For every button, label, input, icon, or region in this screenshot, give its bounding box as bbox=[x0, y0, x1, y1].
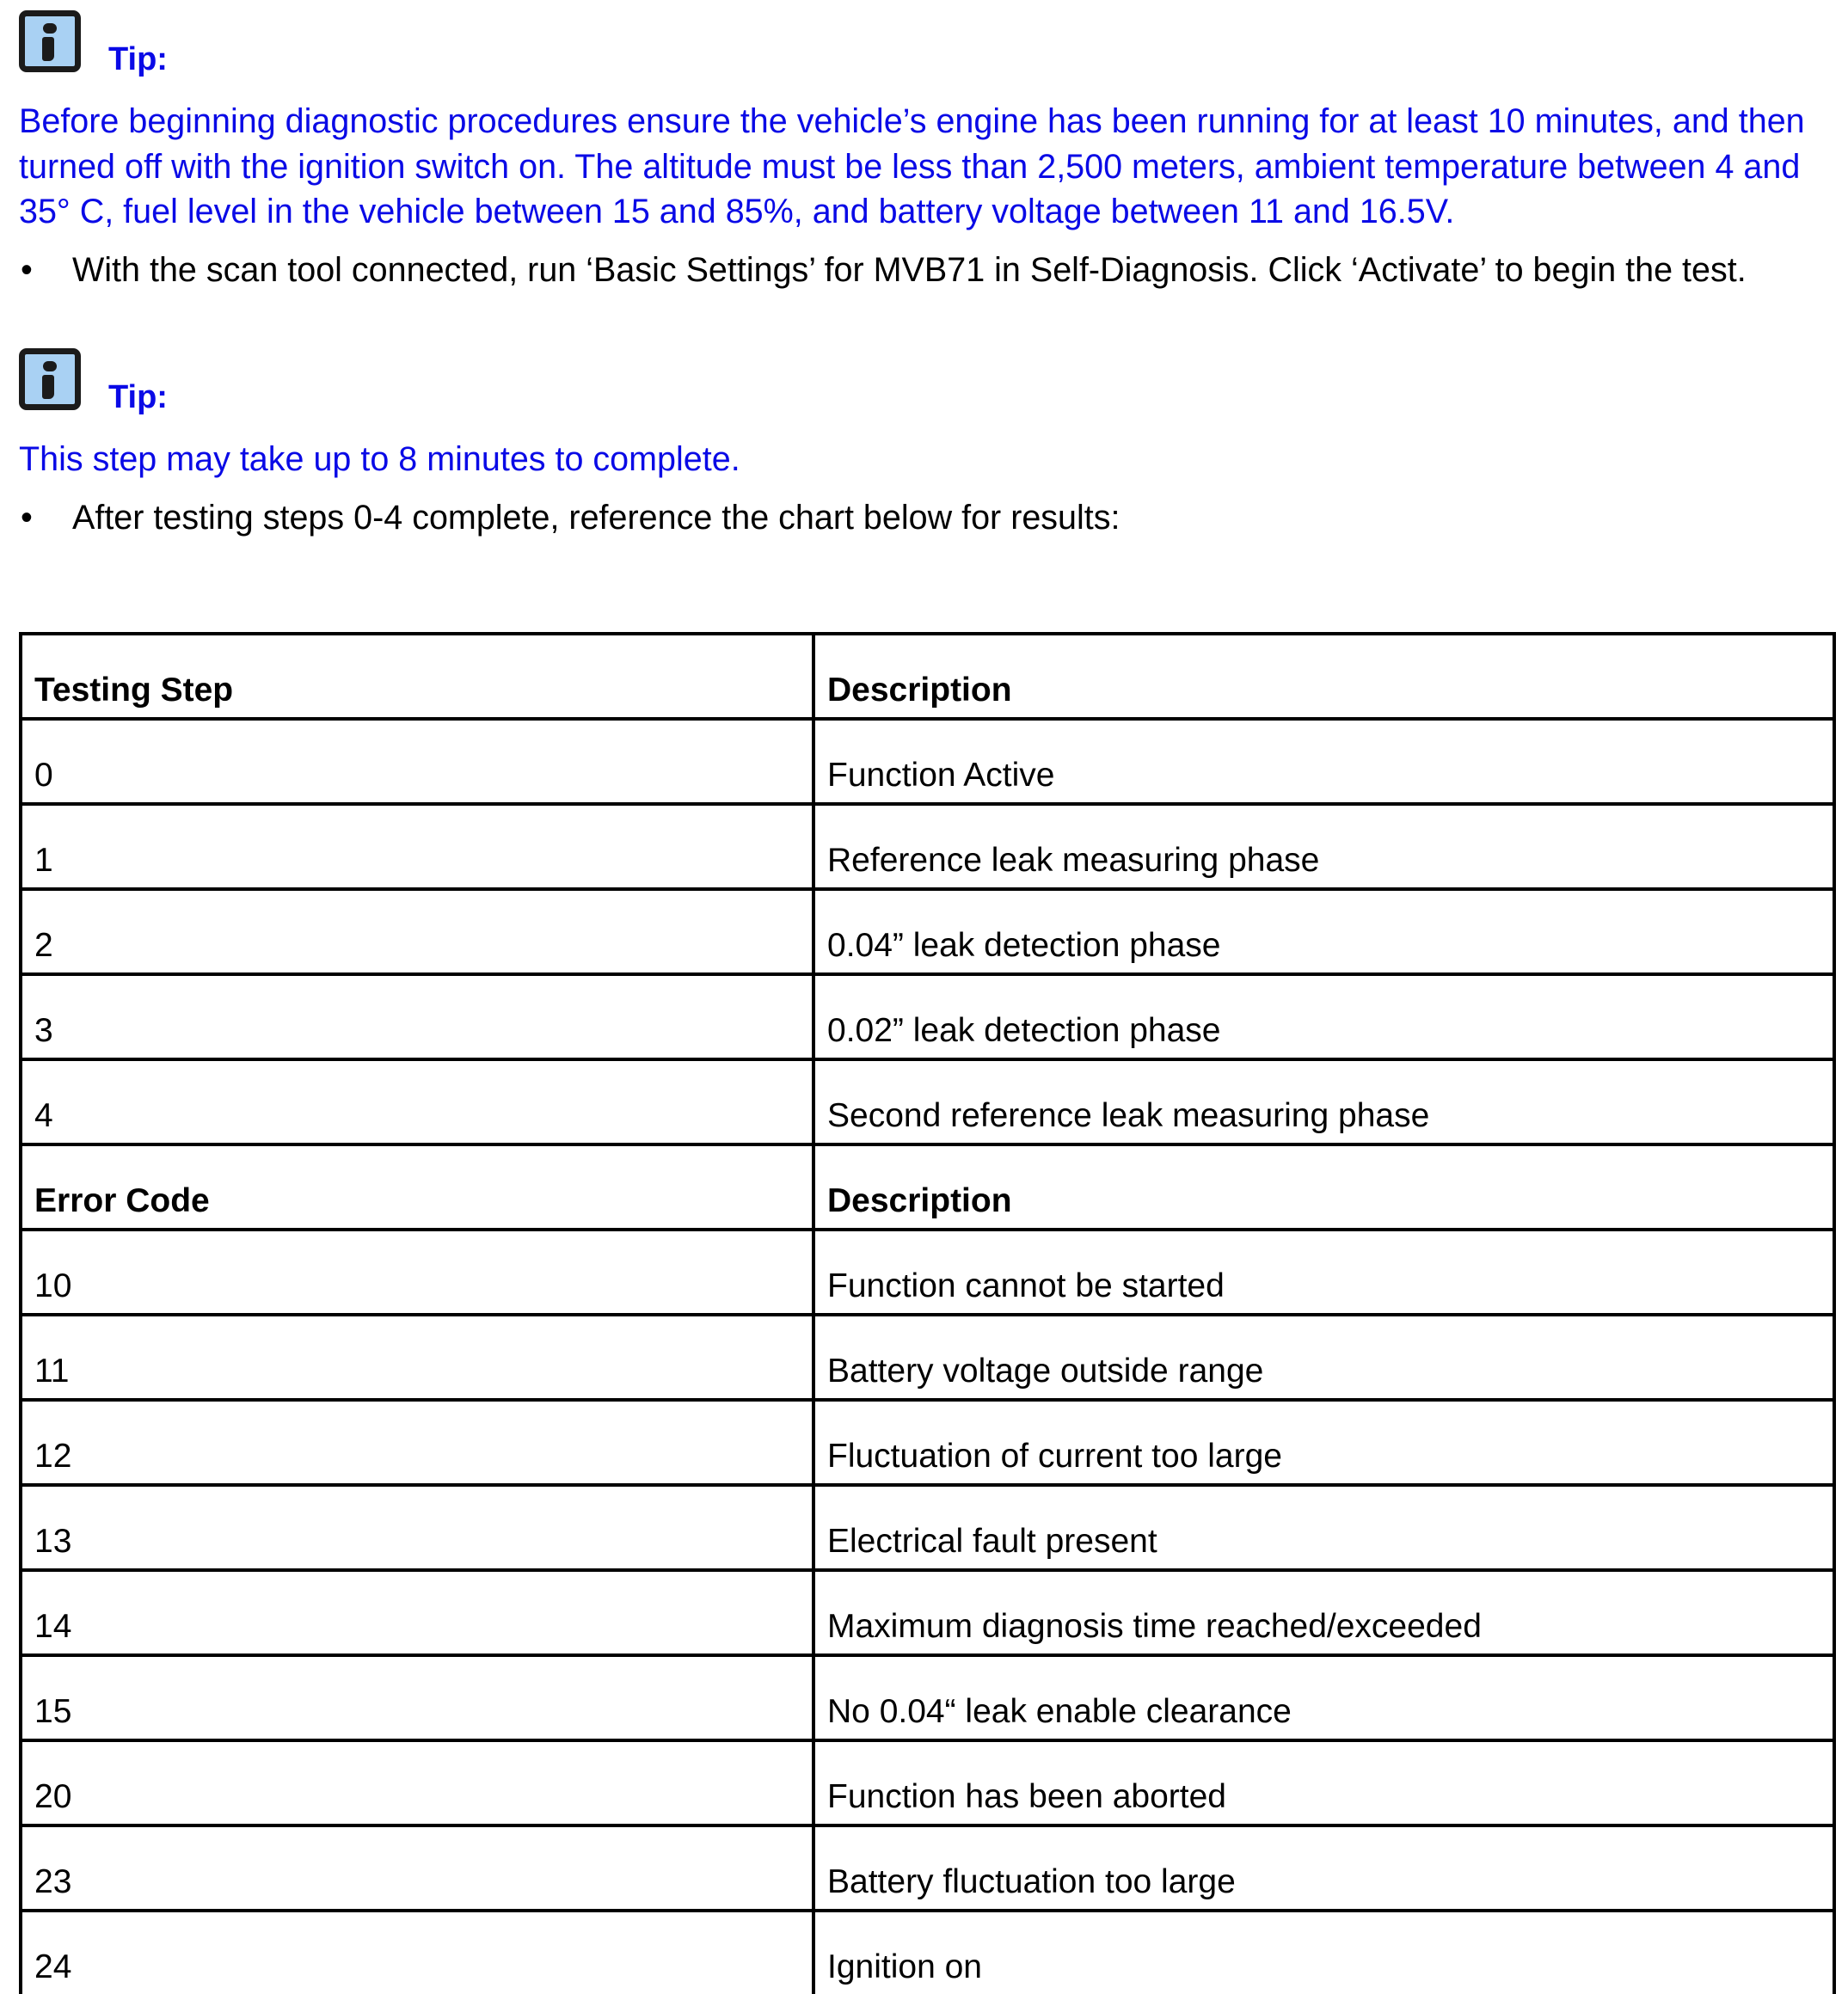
tip-label: Tip: bbox=[108, 379, 168, 415]
table-row bbox=[21, 1570, 1834, 1655]
description-cell: Function has been aborted bbox=[813, 1740, 1834, 1825]
table-row bbox=[21, 1485, 1834, 1570]
code-cell: 12 bbox=[21, 1400, 813, 1485]
table-row bbox=[21, 1911, 1834, 1994]
description-cell: Battery fluctuation too large bbox=[813, 1825, 1834, 1911]
table-row bbox=[21, 974, 1834, 1059]
description-cell: 0.04” leak detection phase bbox=[813, 889, 1834, 974]
bullet-item-1 bbox=[19, 249, 1825, 291]
column-header: Error Code bbox=[21, 1144, 813, 1230]
table-row bbox=[21, 1655, 1834, 1740]
description-cell: Electrical fault present bbox=[813, 1485, 1834, 1570]
table-row bbox=[21, 1740, 1834, 1825]
table-row bbox=[21, 1400, 1834, 1485]
table-row bbox=[21, 804, 1834, 889]
code-cell: 0 bbox=[21, 719, 813, 804]
bullet-text-2: After testing steps 0-4 complete, reference the chart below for results: bbox=[72, 499, 1120, 537]
info-icon bbox=[19, 10, 81, 72]
bullet-icon: • bbox=[21, 251, 33, 289]
code-cell: 2 bbox=[21, 889, 813, 974]
code-cell: 11 bbox=[21, 1315, 813, 1400]
code-cell: 1 bbox=[21, 804, 813, 889]
description-cell: Fluctuation of current too large bbox=[813, 1400, 1834, 1485]
code-cell: 24 bbox=[21, 1911, 813, 1994]
code-cell: 20 bbox=[21, 1740, 813, 1825]
table-header-row bbox=[21, 1144, 1834, 1230]
results-table bbox=[19, 632, 1836, 1994]
table-row bbox=[21, 1230, 1834, 1315]
description-cell: Ignition on bbox=[813, 1911, 1834, 1994]
info-icon bbox=[19, 348, 81, 410]
code-cell: 4 bbox=[21, 1059, 813, 1144]
column-header: Description bbox=[813, 634, 1834, 719]
code-cell: 10 bbox=[21, 1230, 813, 1315]
code-cell: 14 bbox=[21, 1570, 813, 1655]
bullet-item-2 bbox=[19, 497, 1825, 538]
table-header-row bbox=[21, 634, 1834, 719]
code-cell: 15 bbox=[21, 1655, 813, 1740]
description-cell: Function Active bbox=[813, 719, 1834, 804]
tip-label: Tip: bbox=[108, 41, 168, 77]
description-cell: Reference leak measuring phase bbox=[813, 804, 1834, 889]
table-row bbox=[21, 1315, 1834, 1400]
tip-text-2: This step may take up to 8 minutes to complete. bbox=[19, 440, 740, 478]
tip-heading-2 bbox=[19, 348, 168, 415]
description-cell: 0.02” leak detection phase bbox=[813, 974, 1834, 1059]
description-cell: Function cannot be started bbox=[813, 1230, 1834, 1315]
tip-heading-1 bbox=[19, 10, 168, 77]
column-header: Testing Step bbox=[21, 634, 813, 719]
bullet-text-1: With the scan tool connected, run ‘Basic Settings’ for MVB71 in Self-Diagnosis. Click ‘Activate’ to begin the test. bbox=[72, 251, 1747, 289]
description-cell: No 0.04“ leak enable clearance bbox=[813, 1655, 1834, 1740]
table-row bbox=[21, 1059, 1834, 1144]
description-cell: Second reference leak measuring phase bbox=[813, 1059, 1834, 1144]
table-row bbox=[21, 719, 1834, 804]
description-cell: Battery voltage outside range bbox=[813, 1315, 1834, 1400]
column-header: Description bbox=[813, 1144, 1834, 1230]
code-cell: 23 bbox=[21, 1825, 813, 1911]
code-cell: 13 bbox=[21, 1485, 813, 1570]
table-row bbox=[21, 1825, 1834, 1911]
code-cell: 3 bbox=[21, 974, 813, 1059]
bullet-icon: • bbox=[21, 499, 33, 537]
table-row bbox=[21, 889, 1834, 974]
tip-text-1: Before beginning diagnostic procedures ensure the vehicle’s engine has been running for at least 10 minutes, and then turned off with the ignition switch on. The altitude must be less than 2,500 meters, ambient temperature between 4 and 35° C, fuel level in the vehicle between 15 and 85%, and battery voltage between 11 and 16.5V. bbox=[19, 102, 1805, 230]
description-cell: Maximum diagnosis time reached/exceeded bbox=[813, 1570, 1834, 1655]
